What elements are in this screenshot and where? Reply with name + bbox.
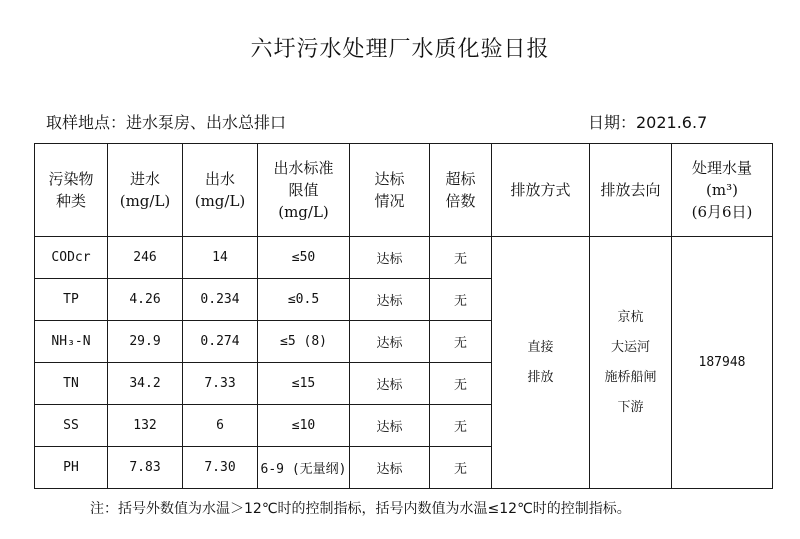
exceed-value: 无: [430, 237, 492, 279]
treated-volume: 187948: [672, 237, 773, 489]
header-method: 排放方式: [492, 144, 590, 237]
exceed-value: 无: [430, 279, 492, 321]
status-value: 达标: [350, 279, 430, 321]
header-pollutant: 污染物 种类: [35, 144, 108, 237]
status-value: 达标: [350, 237, 430, 279]
status-value: 达标: [350, 321, 430, 363]
header-exceed: 超标 倍数: [430, 144, 492, 237]
pollutant-name: TN: [35, 363, 108, 405]
status-value: 达标: [350, 363, 430, 405]
exceed-value: 无: [430, 363, 492, 405]
pollutant-name: TP: [35, 279, 108, 321]
pollutant-name: CODcr: [35, 237, 108, 279]
header-destination: 排放去向: [590, 144, 672, 237]
report-date: 日期：2021.6.7: [588, 113, 708, 132]
sampling-location: 取样地点：进水泵房、出水总排口: [46, 113, 287, 132]
limit-value: 6-9 (无量纲): [258, 447, 350, 489]
report-title: 六圩污水处理厂水质化验日报: [250, 37, 550, 62]
status-value: 达标: [350, 447, 430, 489]
exceed-value: 无: [430, 405, 492, 447]
header-influent: 进水 (mg/L): [108, 144, 183, 237]
effluent-value: 7.30: [183, 447, 258, 489]
limit-value: ≤10: [258, 405, 350, 447]
header-status: 达标 情况: [350, 144, 430, 237]
influent-value: 7.83: [108, 447, 183, 489]
footnote: 注：括号外数值为水温＞12℃时的控制指标，括号内数值为水温≤12℃时的控制指标。: [90, 501, 631, 517]
water-quality-table: [34, 143, 773, 489]
influent-value: 34.2: [108, 363, 183, 405]
effluent-value: 14: [183, 237, 258, 279]
status-value: 达标: [350, 405, 430, 447]
pollutant-name: PH: [35, 447, 108, 489]
pollutant-name: SS: [35, 405, 108, 447]
effluent-value: 6: [183, 405, 258, 447]
header-limit: 出水标准 限值 (mg/L): [258, 144, 350, 237]
limit-value: ≤0.5: [258, 279, 350, 321]
limit-value: ≤5 (8): [258, 321, 350, 363]
discharge-destination: 京杭 大运河 施桥船闸 下游: [590, 237, 672, 489]
effluent-value: 0.234: [183, 279, 258, 321]
exceed-value: 无: [430, 447, 492, 489]
influent-value: 29.9: [108, 321, 183, 363]
exceed-value: 无: [430, 321, 492, 363]
influent-value: 4.26: [108, 279, 183, 321]
header-row: [35, 144, 773, 237]
discharge-method: 直接 排放: [492, 237, 590, 489]
header-effluent: 出水 (mg/L): [183, 144, 258, 237]
effluent-value: 7.33: [183, 363, 258, 405]
limit-value: ≤50: [258, 237, 350, 279]
table-row: [35, 237, 773, 279]
header-volume: 处理水量 (m³) (6月6日): [672, 144, 773, 237]
effluent-value: 0.274: [183, 321, 258, 363]
influent-value: 246: [108, 237, 183, 279]
influent-value: 132: [108, 405, 183, 447]
limit-value: ≤15: [258, 363, 350, 405]
pollutant-name: NH₃-N: [35, 321, 108, 363]
